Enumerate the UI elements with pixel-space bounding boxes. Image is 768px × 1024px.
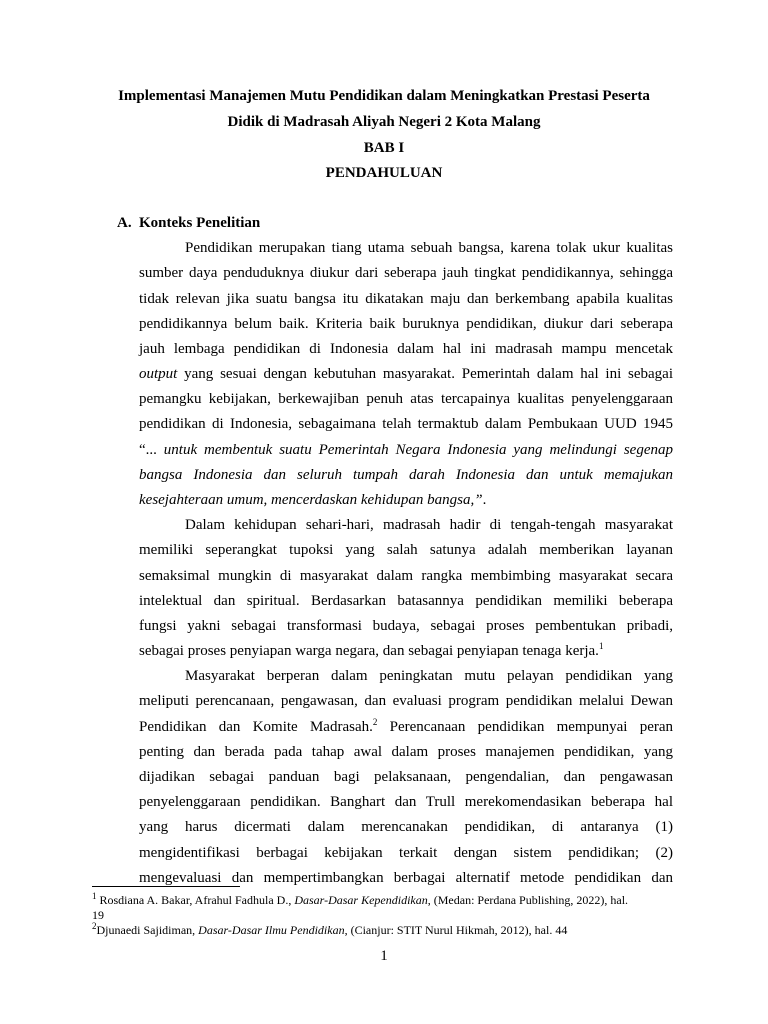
paragraph-2-line: intelektual dan spiritual. Berdasarkan batasannya pendidikan memiliki beberapa	[139, 593, 673, 609]
italic-term: output	[139, 366, 178, 382]
quote-text: untuk membentuk suatu Pemerintah Negara Indonesia yang melindungi segenap	[163, 442, 673, 458]
section-heading-text: Konteks Penelitian	[139, 215, 261, 231]
quote-text: bangsa Indonesia dan seluruh tumpah darah Indonesia dan untuk memajukan	[139, 467, 673, 483]
paragraph-1-line: tidak relevan jika suatu bangsa itu dikatakan maju dan berkembang apabila kualitas	[139, 291, 673, 307]
paragraph-2-line: semaksimal mungkin di masyarakat dalam rangka membimbing masyarakat secara	[139, 568, 673, 584]
paragraph-3-line: dijadikan sebagai panduan bagi pelaksanaan, pengendalian, dan pengawasan	[139, 769, 673, 785]
paragraph-3-line: penyelenggaraan pendidikan. Banghart dan Trull merekomendasikan beberapa hal	[139, 794, 673, 810]
paragraph-3-line: penting dan berada pada tahap awal dalam proses manajemen pendidikan, yang	[139, 744, 673, 760]
quote-line	[139, 465, 673, 485]
paragraph-3-line: Masyarakat berperan dalam peningkatan mutu pelayan pendidikan yang	[185, 668, 673, 684]
line-text: yang sesuai dengan kebutuhan masyarakat. Pemerintah dalam hal ini sebagai	[177, 366, 673, 382]
quote-end: .	[482, 492, 487, 508]
paragraph-3-line	[139, 717, 673, 737]
footnote-1	[92, 892, 676, 908]
footnote-2	[92, 922, 676, 938]
paragraph-3-line: yang harus dicermati dalam merencanakan pendidikan, di antaranya (1)	[139, 819, 673, 835]
footnote-text: Rosdiana A. Bakar, Afrahul Fadhula D.,	[96, 893, 295, 907]
quote-text: kesejahteraan umum, mencerdaskan kehidupan bangsa,”	[139, 492, 483, 508]
paragraph-1-line: jauh lembaga pendidikan di Indonesia dalam hal ini madrasah mampu mencetak	[139, 341, 673, 357]
footnote-text: , (Cianjur: STIT Nurul Hikmah, 2012), hal. 44	[344, 923, 568, 937]
paragraph-1-line	[139, 364, 673, 384]
paragraph-1-line: sumber daya penduduknya diukur dari seberapa jauh tingkat pendidikannya, sehingga	[139, 265, 673, 281]
paragraph-1-line: Pendidikan merupakan tiang utama sebuah bangsa, karena tolak ukur kualitas	[185, 240, 673, 256]
document-title-line-2: Didik di Madrasah Aliyah Negeri 2 Kota Malang	[227, 114, 541, 130]
section-heading	[117, 213, 260, 233]
footnote-ref-1[interactable]: 1	[598, 641, 604, 651]
footnote-text: Djunaedi Sajidiman,	[96, 923, 199, 937]
line-text: Pendidikan dan Komite Madrasah.	[139, 719, 373, 735]
section-letter: A.	[117, 215, 132, 231]
quote-line	[139, 440, 673, 460]
line-text: Perencanaan pendidikan mempunyai peran	[377, 719, 674, 735]
paragraph-2-line	[139, 641, 673, 661]
chapter-title: PENDAHULUAN	[325, 165, 443, 181]
footnote-book-title: Dasar-Dasar Kependidikan	[294, 893, 428, 907]
paragraph-1-line: pendidikan di Indonesia, sebagaimana telah termaktub dalam Pembukaan UUD 1945	[139, 416, 673, 432]
footnote-separator	[92, 886, 240, 887]
document-title-line-1: Implementasi Manajemen Mutu Pendidikan dalam Meningkatkan Prestasi Peserta	[118, 88, 650, 104]
paragraph-3-line: meliputi perencanaan, pengawasan, dan evaluasi program pendidikan melalui Dewan	[139, 693, 673, 709]
footnote-book-title: Dasar-Dasar Ilmu Pendidikan	[198, 923, 345, 937]
footnote-1-continuation: 19	[92, 908, 104, 922]
quote-line	[139, 490, 673, 510]
footnote-ref-2[interactable]: 2	[372, 717, 378, 727]
footnote-text: , (Medan: Perdana Publishing, 2022), hal.	[427, 893, 629, 907]
quote-open: “...	[139, 442, 164, 458]
paragraph-2-line: memiliki seperangkat tupoksi yang salah satunya adalah memberikan layanan	[139, 542, 673, 558]
paragraph-2-line: Dalam kehidupan sehari-hari, madrasah hadir di tengah-tengah masyarakat	[185, 517, 673, 533]
paragraph-1-line: pemangku kebijakan, berkewajiban penuh atas tercapainya kualitas penyelenggaraan	[139, 391, 673, 407]
footnote-number: 1	[92, 891, 97, 901]
paragraph-3-line: mengevaluasi dan mempertimbangkan berbagai alternatif metode pendidikan dan	[139, 870, 673, 886]
paragraph-2-line: fungsi yakni sebagai transformasi budaya, sebagai proses pembentukan pribadi,	[139, 618, 673, 634]
paragraph-1-line: pendidikannya belum baik. Kriteria baik buruknya pendidikan, diukur dari seberapa	[139, 316, 673, 332]
footnote-number: 2	[92, 921, 97, 931]
chapter-number: BAB I	[363, 140, 405, 156]
paragraph-3-line: mengidentifikasi berbagai kebijakan terkait dengan sistem pendidikan; (2)	[139, 845, 673, 861]
line-text: sebagai proses penyiapan warga negara, dan sebagai penyiapan tenaga kerja.	[139, 643, 599, 659]
page-number: 1	[380, 948, 388, 964]
